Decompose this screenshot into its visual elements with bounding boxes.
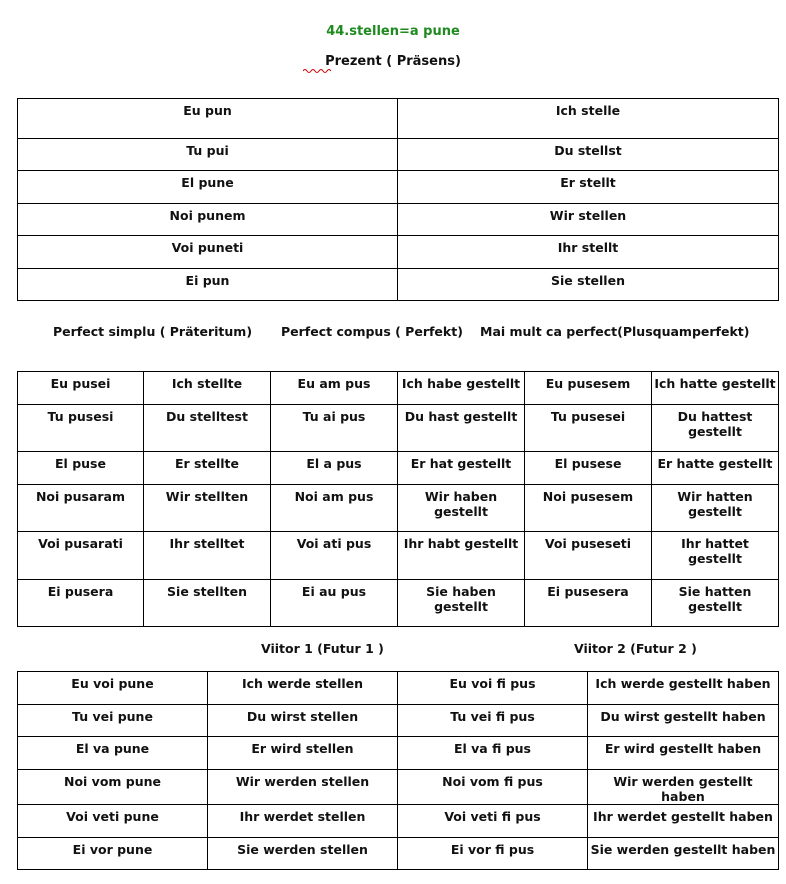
table-row [18,838,779,870]
table-cell: Eu pusei [18,372,144,405]
table-cell: Ei vor pune [18,838,208,870]
past-tense-table [17,371,779,627]
table-row [18,269,779,301]
table-cell: Du stelltest [144,405,271,452]
table-cell: Du stellst [398,139,779,171]
section-title-present-text: Prezent ( Präsens) [325,54,461,69]
preterit-header: Perfect simplu ( Präteritum) [53,324,253,339]
table-cell: Du wirst stellen [208,705,398,737]
section-title-present [0,54,786,69]
table-cell: Sie haben gestellt [398,580,525,627]
table-row [18,737,779,770]
table-cell: Ihr stelltet [144,532,271,580]
table-row [18,452,779,485]
table-cell: Tu pui [18,139,398,171]
table-row [18,580,779,627]
table-row [18,204,779,236]
table-cell: Voi veti pune [18,805,208,838]
table-cell: Sie werden stellen [208,838,398,870]
table-cell: El va fi pus [398,737,588,770]
table-cell: Voi puneti [18,236,398,269]
table-cell: Ich stellte [144,372,271,405]
table-row [18,405,779,452]
table-cell: Tu pusesei [525,405,652,452]
table-cell: Voi puseseti [525,532,652,580]
page-title: 44.stellen=a pune [326,24,460,39]
table-cell: Sie hatten gestellt [652,580,779,627]
futur1-header: Viitor 1 (Futur 1 ) [261,641,384,656]
plusquamperfekt-header: Mai mult ca perfect(Plusquamperfekt) [480,324,750,339]
table-cell: Er stellt [398,171,779,204]
table-row [18,672,779,705]
table-cell: Ei pusesera [525,580,652,627]
table-cell: El va pune [18,737,208,770]
table-cell: Wir hatten gestellt [652,485,779,532]
table-cell: Tu ai pus [271,405,398,452]
table-cell: Tu vei pune [18,705,208,737]
table-cell: Voi veti fi pus [398,805,588,838]
table-cell: Noi am pus [271,485,398,532]
table-cell: Tu vei fi pus [398,705,588,737]
table-cell: Sie stellten [144,580,271,627]
table-row [18,139,779,171]
table-row [18,805,779,838]
table-cell: Ei pusera [18,580,144,627]
table-cell: Tu pusesi [18,405,144,452]
past-tense-headers [0,324,786,342]
table-cell: Sie stellen [398,269,779,301]
table-row [18,99,779,139]
table-cell: Noi pusaram [18,485,144,532]
table-cell: Ich habe gestellt [398,372,525,405]
table-cell: Ich hatte gestellt [652,372,779,405]
perfekt-header: Perfect compus ( Perfekt) [281,324,463,339]
table-cell: Wir stellten [144,485,271,532]
table-cell: Ihr werdet stellen [208,805,398,838]
present-tense-table [17,98,779,301]
table-cell: Ei pun [18,269,398,301]
table-cell: Eu voi fi pus [398,672,588,705]
table-row [18,485,779,532]
table-cell: Ihr werdet gestellt haben [588,805,779,838]
table-cell: Ich werde gestellt haben [588,672,779,705]
table-cell: Du hast gestellt [398,405,525,452]
table-cell: Eu pusesem [525,372,652,405]
table-cell: Er wird stellen [208,737,398,770]
table-cell: Ich stelle [398,99,779,139]
table-row [18,770,779,805]
table-row [18,705,779,737]
table-cell: Er hatte gestellt [652,452,779,485]
table-cell: Er wird gestellt haben [588,737,779,770]
table-cell: El a pus [271,452,398,485]
table-cell: Ich werde stellen [208,672,398,705]
table-cell: El pune [18,171,398,204]
table-row [18,372,779,405]
table-cell: Voi pusarati [18,532,144,580]
table-cell: Wir haben gestellt [398,485,525,532]
table-cell: Ihr hattet gestellt [652,532,779,580]
table-cell: Wir werden gestellt haben [588,770,779,805]
table-cell: Voi ati pus [271,532,398,580]
table-cell: Eu voi pune [18,672,208,705]
table-cell: Ihr stellt [398,236,779,269]
table-cell: Eu pun [18,99,398,139]
table-cell: Ei vor fi pus [398,838,588,870]
table-row [18,171,779,204]
table-cell: Noi vom fi pus [398,770,588,805]
table-cell: El puse [18,452,144,485]
table-row [18,236,779,269]
table-cell: Du hattest gestellt [652,405,779,452]
table-cell: Eu am pus [271,372,398,405]
table-cell: Wir werden stellen [208,770,398,805]
table-cell: Noi punem [18,204,398,236]
future-tense-table [17,671,779,870]
table-cell: Er hat gestellt [398,452,525,485]
table-cell: Noi pusesem [525,485,652,532]
futur2-header: Viitor 2 (Futur 2 ) [574,641,697,656]
table-cell: Wir stellen [398,204,779,236]
table-row [18,532,779,580]
table-cell: Ei au pus [271,580,398,627]
table-cell: Ihr habt gestellt [398,532,525,580]
table-cell: Er stellte [144,452,271,485]
table-cell: Du wirst gestellt haben [588,705,779,737]
table-cell: Sie werden gestellt haben [588,838,779,870]
table-cell: El pusese [525,452,652,485]
table-cell: Noi vom pune [18,770,208,805]
